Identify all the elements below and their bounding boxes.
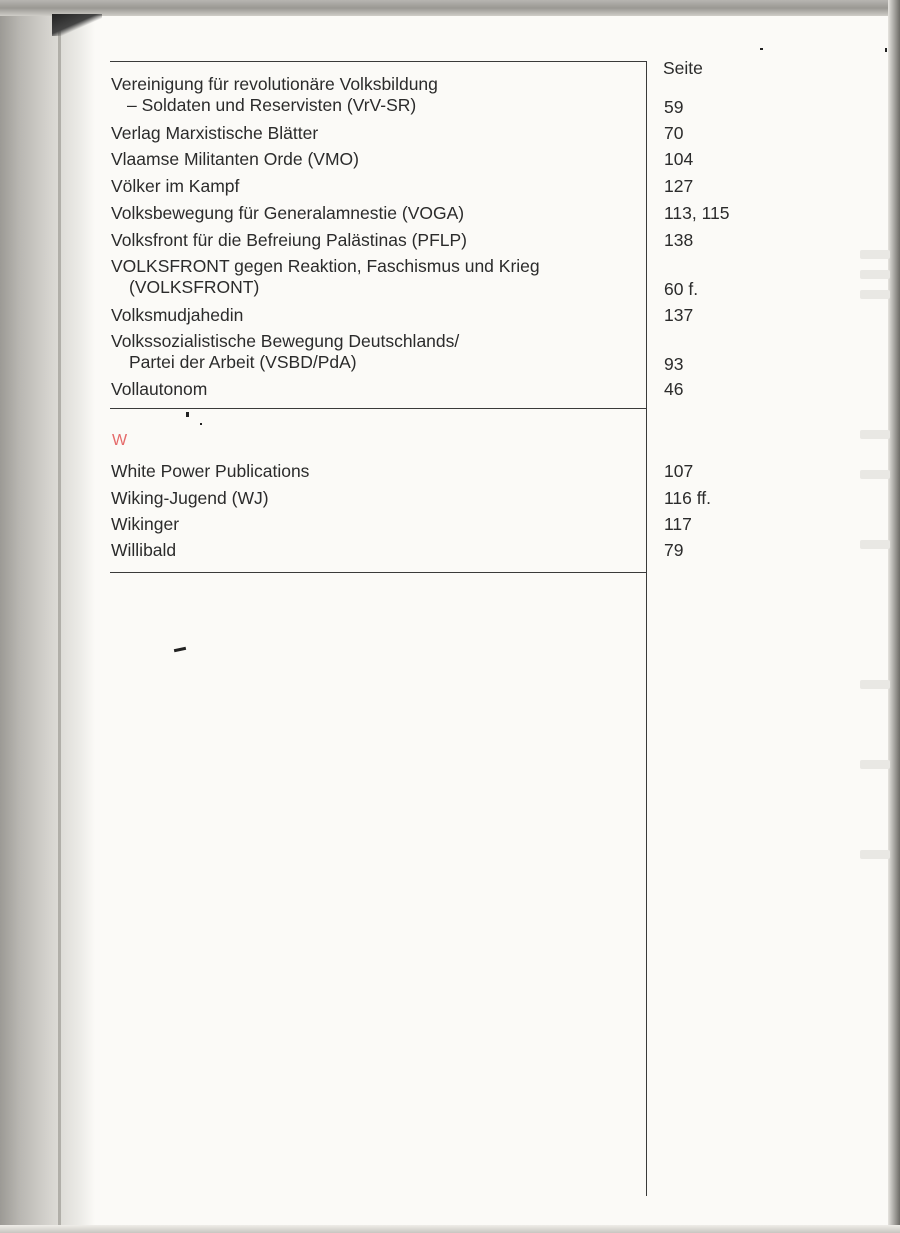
entry-page: 116 ff.: [664, 488, 712, 508]
entry-name: Volkssozialistische Bewegung Deutschlands/ Partei der Arbeit (VSBD/PdA): [111, 331, 460, 372]
entry-page: 113, 115: [664, 203, 730, 223]
entry-name: Willibald: [111, 540, 177, 560]
entry-name: Wiking-Jugend (WJ): [111, 488, 269, 508]
bleed-through-mark: [860, 250, 890, 259]
bleed-through-mark: [860, 680, 890, 689]
scan-speck: [760, 48, 763, 50]
entry-name: Volksbewegung für Generalamnestie (VOGA): [111, 203, 465, 223]
entry-page: 138: [664, 230, 694, 250]
entry-name: VOLKSFRONT gegen Reaktion, Faschismus und Krieg (VOLKSFRONT): [111, 256, 540, 297]
entry-name: Wikinger: [111, 514, 180, 534]
scan-speck: [200, 423, 202, 425]
table-bottom-rule: [110, 572, 647, 573]
gutter-edge: [58, 0, 61, 1233]
entry-name: Vlaamse Militanten Orde (VMO): [111, 149, 359, 169]
bleed-through-mark: [860, 270, 890, 279]
entry-name: Völker im Kampf: [111, 176, 240, 196]
scan-top-edge: [0, 0, 900, 16]
entry-name: Vereinigung für revolutionäre Volksbildung – Soldaten und Reservisten (VrV-SR): [111, 74, 438, 115]
scan-bottom-edge: [0, 1225, 900, 1233]
scan-speck: [186, 412, 189, 417]
entry-name: Volksmudjahedin: [111, 305, 244, 325]
bleed-through-mark: [860, 760, 890, 769]
bleed-through-mark: [860, 540, 890, 549]
book-gutter: [0, 0, 95, 1233]
entry-page: 93: [664, 354, 684, 374]
scan-corner-shadow: [52, 14, 102, 36]
entry-page: 79: [664, 540, 684, 560]
page-column-header: Seite: [663, 58, 703, 78]
entry-page: 60 f.: [664, 279, 699, 299]
bleed-through-mark: [860, 430, 890, 439]
entry-name: White Power Publications: [111, 461, 310, 481]
entry-name: Volksfront für die Befreiung Palästinas (PFLP): [111, 230, 468, 250]
entry-page: 59: [664, 97, 684, 117]
entry-page: 127: [664, 176, 694, 196]
bleed-through-mark: [860, 850, 890, 859]
section-divider: [110, 408, 647, 409]
entry-page: 104: [664, 149, 694, 169]
column-divider: [646, 61, 647, 1196]
bleed-through-mark: [860, 470, 890, 479]
entry-page: 107: [664, 461, 694, 481]
entry-page: 70: [664, 123, 684, 143]
entry-name: Verlag Marxistische Blätter: [111, 123, 319, 143]
entry-name: Vollautonom: [111, 379, 208, 399]
entry-page: 46: [664, 379, 684, 399]
entry-page: 137: [664, 305, 694, 325]
bleed-through-mark: [860, 290, 890, 299]
section-letter-w: W: [112, 432, 128, 449]
entry-page: 117: [664, 514, 692, 534]
scan-speck: [174, 647, 186, 652]
scan-speck: [885, 48, 887, 52]
table-top-rule: [110, 61, 647, 62]
scan-right-edge: [888, 0, 900, 1233]
